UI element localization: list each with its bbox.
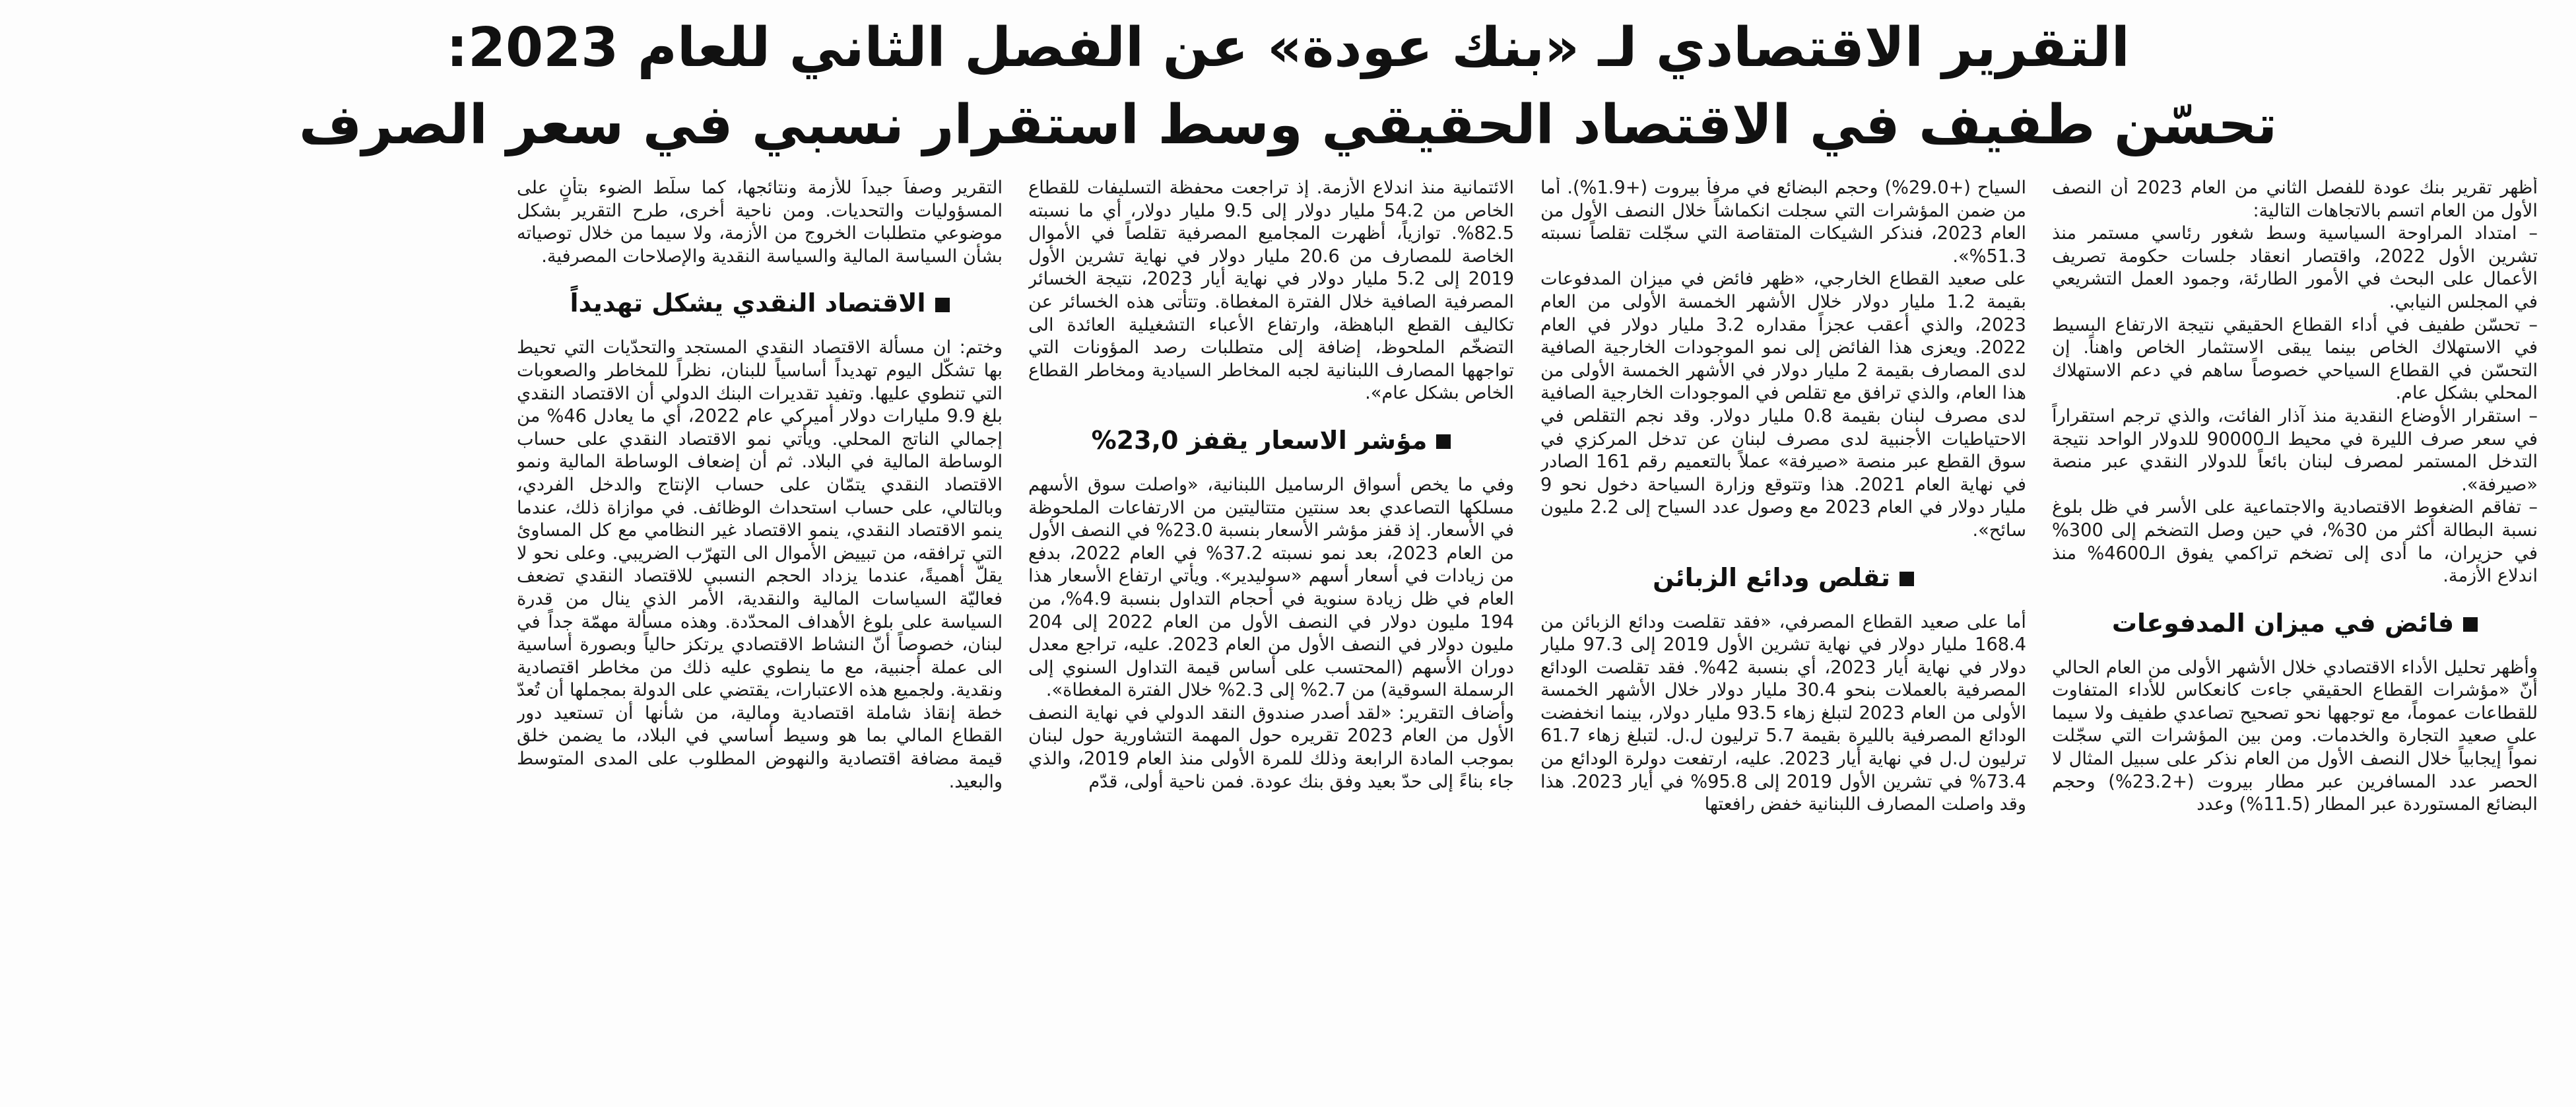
paragraph: – تفاقم الضغوط الاقتصادية والاجتماعية على الأسر في ظل بلوغ نسبة البطالة أكثر من 30%، في حين وصل التضخم إلى 300% في حزيران، ما أدى إلى تضخم تراكمي يفوق الـ4600% منذ اندلاع الأزمة. [2052, 497, 2538, 587]
subheading [1540, 562, 2026, 593]
article-column-4 [517, 177, 1003, 1098]
square-bullet-icon [2463, 617, 2478, 632]
paragraph: أما على صعيد القطاع المصرفي، «فقد تقلصت ودائع الزبائن من 168.4 مليار دولار في نهاية تشرين الأول 2019 إلى 97.3 مليار دولار في نهاية أيار 2023، أي بنسبة 42%. فقد تقلصت الودائع المصرفية بالعملات بنحو 30.4 مليار دولار خلال الأشهر الخمسة الأولى من العام 2023 لتبلغ زهاء 93.5 مليار دولار، بينما انخفضت الودائع المصرفية بالليرة بقيمة 5.7 ترليون ل.ل. لتبلغ زهاء 61.7 ترليون ل.ل في نهاية أيار 2023. عليه، ارتفعت دولرة الودائع من 73.4% في تشرين الأول 2019 إلى 95.8% في أيار 2023. هذا وقد واصلت المصارف اللبنانية خفض رافعتها [1540, 611, 2026, 815]
subheading [2052, 608, 2538, 638]
paragraph: التقرير وصفاً جيداً للأزمة ونتائجها، كما سلّط الضوء بتأنٍ على المسؤوليات والتحديات. ومن ناحية أخرى، طرح التقرير بشكل موضوعي متطلبات الخروج من الأزمة، ولا سيما من خلال توصياته بشأن السياسة المالية والسياسة النقدية والإصلاحات المصرفية. [517, 178, 1003, 267]
square-bullet-icon [935, 298, 950, 312]
paragraph: – امتداد المراوحة السياسية وسط شغور رئاسي مستمر منذ تشرين الأول 2022، واقتصار انعقاد جلسات حكومة تصريف الأعمال على البحث في الأمور الطارئة، وجمود العمل التشريعي في المجلس النيابي. [2052, 223, 2538, 312]
headline-line-1: التقرير الاقتصادي لـ «بنك عودة» عن الفصل الثاني للعام 2023: [446, 17, 2130, 79]
subheading-text: فائض في ميزان المدفوعات [2111, 608, 2455, 638]
article-column-2 [1540, 177, 2026, 1098]
square-bullet-icon [1899, 572, 1914, 586]
paragraph: السياح (+29.0%) وحجم البضائع في مرفأ بيروت (+1.9%). أما من ضمن المؤشرات التي سجلت انكماشاً خلال النصف الأول من العام 2023، فنذكر الشيكات المتقاصة التي سجّلت تقلصاً نسبته 51.3%». [1540, 178, 2026, 267]
subheading-text: تقلص ودائع الزبائن [1653, 562, 1890, 592]
paragraph: – استقرار الأوضاع النقدية منذ آذار الفائت، والذي ترجم استقراراً في سعر صرف الليرة في محيط الـ90000 للدولار الواحد نتيجة التدخل المستمر لمصرف لبنان بائعاً للدولار النقدي عبر منصة «صيرفة». [2052, 405, 2538, 495]
paragraph: وفي ما يخص أسواق الرساميل اللبنانية، «واصلت سوق الأسهم مسلكها التصاعدي بعد سنتين متتاليتين من الارتفاعات الملحوظة في الأسعار. إذ قفز مؤشر الأسعار بنسبة 23.0% في النصف الأول من العام 2023، بعد نمو نسبته 37.2% في العام 2022، بدفع من زيادات في أسعار أسهم «سوليدير». ويأتي ارتفاع الأسعار هذا العام في ظل زيادة سنوية في أحجام التداول بنسبة 4.9%، من 194 مليون دولار في النصف الأول من العام 2022 إلى 204 مليون دولار في النصف الأول من العام 2023. عليه، تراجع معدل دوران الأسهم (المحتسب على أساس قيمة التداول السنوي إلى الرسملة السوقية) من 2.7% إلى 2.3% خلال الفترة المغطاة». [1028, 474, 1514, 701]
subheading-text: الاقتصاد النقدي يشكل تهديداً [570, 288, 926, 318]
square-bullet-icon [1436, 434, 1451, 449]
paragraph: أظهر تقرير بنك عودة للفصل الثاني من العام 2023 أن النصف الأول من العام اتسم بالاتجاهات التالية: [2052, 178, 2538, 221]
paragraph: – تحسّن طفيف في أداء القطاع الحقيقي نتيجة الارتفاع البسيط في الاستهلاك الخاص بينما يبقى الاستثمار الخاص واهناً. إن التحسّن في القطاع السياحي خصوصاً ساهم في دعم الاستهلاك المحلي بشكل عام. [2052, 314, 2538, 404]
subheading [1028, 425, 1514, 455]
headline-line-2: تحسّن طفيف في الاقتصاد الحقيقي وسط استقرار نسبي في سعر الصرف [298, 94, 2278, 156]
article-column-1 [2052, 177, 2538, 1098]
paragraph: على صعيد القطاع الخارجي، «ظهر فائض في ميزان المدفوعات بقيمة 1.2 مليار دولار خلال الأشهر الخمسة الأولى من العام 2023، والذي أعقب عجزاً مقداره 3.2 مليار دولار في العام 2022. ويعزى هذا الفائض إلى نمو الموجودات الخارجية الصافية لدى المصارف بقيمة 2 مليار دولار في الأشهر الخمسة الأولى من هذا العام، والذي ترافق مع تقلص في الموجودات الخارجية الصافية لدى مصرف لبنان بقيمة 0.8 مليار دولار. وقد نجم التقلص في الاحتياطيات الأجنبية لدى مصرف لبنان عن تدخل المركزي في سوق القطع عبر منصة «صيرفة» عملاً بالتعميم رقم 161 الصادر في نهاية العام 2021. هذا وتتوقع وزارة السياحة دخول نحو 9 مليار دولار في العام 2023 مع وصول عدد السياح إلى 2.2 مليون سائح». [1540, 269, 2026, 541]
paragraph: وختم: ان مسألة الاقتصاد النقدي المستجد والتحدّيات التي تحيط بها تشكّل اليوم تهديداً أساسياً للبنان، نظراً للمخاطر والصعوبات التي تنطوي عليها. وتفيد تقديرات البنك الدولي أن الاقتصاد النقدي بلغ 9.9 مليارات دولار أميركي عام 2022، أي ما يعادل 46% من إجمالي الناتج المحلي. ويأتي نمو الاقتصاد النقدي على حساب الوساطة المالية في البلاد. ثم أن إضعاف الوساطة المالية ونمو الاقتصاد النقدي يتمّان على حساب الإنتاج والدخل الفردي، وبالتالي، على حساب استحداث الوظائف. في موازاة ذلك، عندما ينمو الاقتصاد النقدي، ينمو الاقتصاد غير النظامي مع كل المساوئ التي ترافقه، من تبييض الأموال الى التهرّب الضريبي. وعلى نحو لا يقلّ أهميةً، عندما يزداد الحجم النسبي للاقتصاد النقدي تضعف فعاليّة السياسات المالية والنقدية، الأمر الذي ينال من قدرة السياسة على بلوغ الأهداف المحدّدة. وهذه مسألة مهمّة جداً في لبنان، خصوصاً أنّ النشاط الاقتصادي يرتكز حالياً وبصورة أساسية الى عملة أجنبية، مع ما ينطوي عليه ذلك من مخاطر اقتصادية ونقدية. ولجميع هذه الاعتبارات، يقتضي على الدولة بمجملها أن تُعدّ خطة إنقاذ شاملة اقتصادية ومالية، من شأنها أن تستعيد دور القطاع المالي بما هو وسيط أساسي في البلاد، ما يضمن خلق قيمة مضافة اقتصادية والنهوض المطلوب على المدى المتوسط والبعيد. [517, 337, 1003, 792]
paragraph: وأظهر تحليل الأداء الاقتصادي خلال الأشهر الأولى من العام الحالي أنّ «مؤشرات القطاع الحقيقي جاءت كانعكاس للأداء المتفاوت للقطاعات عموماً، مع توجهها نحو تصحيح تصاعدي طفيف ولا سيما على صعيد التجارة والخدمات. ومن بين المؤشرات التي سجّلت نمواً إيجابياً خلال النصف الأول من العام نذكر على سبيل المثال لا الحصر عدد المسافرين عبر مطار بيروت (+23.2%) وحجم البضائع المستوردة عبر المطار (11.5%) وعدد [2052, 657, 2538, 815]
article-column-3 [1028, 177, 1514, 1098]
paragraph: وأضاف التقرير: «لقد أصدر صندوق النقد الدولي في نهاية النصف الأول من العام 2023 تقريره حول المهمة التشاورية حول لبنان بموجب المادة الرابعة وذلك للمرة الأولى منذ العام 2019، والذي جاء بناءً إلى حدّ بعيد وفق بنك عودة. فمن ناحية أولى، قدّم [1028, 702, 1514, 792]
paragraph: الائتمانية منذ اندلاع الأزمة. إذ تراجعت محفظة التسليفات للقطاع الخاص من 54.2 مليار دولار إلى 9.5 مليار دولار، أي ما نسبته 82.5%. توازياً، أظهرت المجاميع المصرفية تقلصاً في الأموال الخاصة للمصارف من 20.6 مليار دولار في نهاية تشرين الأول 2019 إلى 5.2 مليار دولار في نهاية أيار 2023، نتيجة الخسائر المصرفية الصافية خلال الفترة المغطاة. وتتأتى هذه الخسائر عن تكاليف القطع الباهظة، وارتفاع الأعباء التشغيلية العائدة الى التضخّم الملحوظ، إضافة إلى متطلبات رصد المؤونات التي تواجهها المصارف اللبنانية لجبه المخاطر السيادية ومخاطر القطاع الخاص بشكل عام». [1028, 178, 1514, 404]
subheading-text: مؤشر الاسعار يقفز 23,0% [1091, 425, 1428, 455]
subheading [517, 288, 1003, 318]
